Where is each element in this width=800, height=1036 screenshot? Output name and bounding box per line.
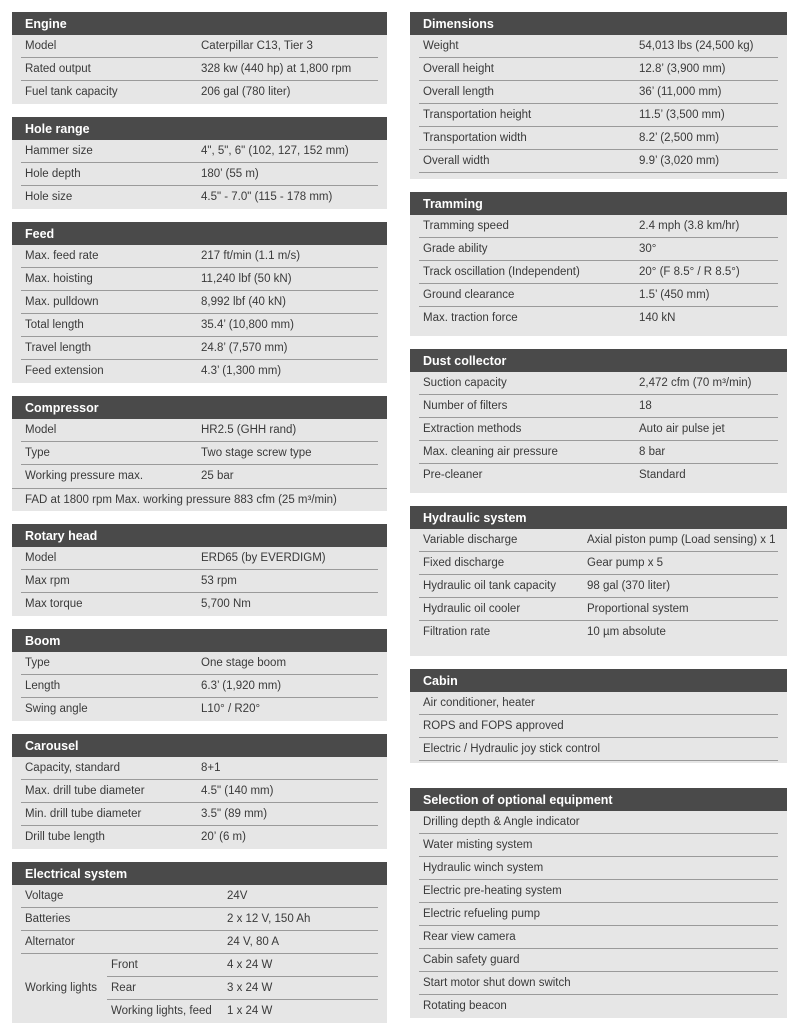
section-title: Selection of optional equipment	[410, 788, 787, 811]
item-text: Rotating beacon	[423, 1000, 507, 1012]
spec-label: Min. drill tube diameter	[25, 808, 142, 820]
item-text: Rear view camera	[423, 931, 516, 943]
list-item	[419, 995, 778, 1018]
spec-label: Model	[25, 552, 57, 564]
spec-row	[21, 908, 378, 931]
spec-value: 10 µm absolute	[587, 626, 666, 638]
spec-row	[419, 81, 778, 104]
spec-row	[21, 81, 378, 104]
list-item	[419, 880, 778, 903]
spec-value: 4.3’ (1,300 mm)	[201, 365, 282, 377]
spec-label: Tramming speed	[423, 220, 509, 232]
spec-label: Total length	[25, 319, 84, 331]
spec-row	[21, 465, 378, 488]
spec-label: Hole size	[25, 191, 73, 203]
spec-row	[419, 150, 778, 173]
spec-row	[21, 757, 378, 780]
feed-section	[12, 222, 387, 383]
item-text: Water misting system	[423, 839, 533, 851]
spec-label: Number of filters	[423, 400, 508, 412]
spec-label: Rated output	[25, 63, 91, 75]
spec-label: Swing angle	[25, 703, 88, 715]
spec-value: 98 gal (370 liter)	[587, 580, 671, 592]
list-item	[419, 834, 778, 857]
spec-row	[21, 163, 378, 186]
spec-label: Ground clearance	[423, 289, 515, 301]
spec-value: 8.2’ (2,500 mm)	[639, 132, 720, 144]
spec-row	[419, 395, 778, 418]
rotary-head-section	[12, 524, 387, 616]
list-item	[419, 692, 778, 715]
spec-value: 5,700 Nm	[201, 598, 251, 610]
spec-row	[21, 593, 378, 616]
spec-row	[419, 464, 778, 487]
spec-row	[419, 104, 778, 127]
spec-row	[21, 885, 378, 908]
spec-label: Overall height	[423, 63, 494, 75]
list-item	[419, 811, 778, 834]
spec-value: 20° (F 8.5° / R 8.5°)	[639, 266, 740, 278]
spec-label: Weight	[423, 40, 459, 52]
spec-value: 4", 5", 6" (102, 127, 152 mm)	[201, 145, 349, 157]
section-title: Compressor	[12, 396, 387, 419]
spec-label: Suction capacity	[423, 377, 507, 389]
spec-label: Type	[25, 657, 50, 669]
item-text: Drilling depth & Angle indicator	[423, 816, 580, 828]
carousel-section	[12, 734, 387, 849]
spec-value: 217 ft/min (1.1 m/s)	[201, 250, 301, 262]
spec-value: 12.8’ (3,900 mm)	[639, 63, 726, 75]
spec-value: 206 gal (780 liter)	[201, 86, 291, 98]
optional-equipment-section	[410, 788, 787, 1018]
spec-row	[419, 35, 778, 58]
spec-row	[21, 803, 378, 826]
section-title: Carousel	[12, 734, 387, 757]
spec-value: Auto air pulse jet	[639, 423, 725, 435]
spec-value: 24V	[227, 890, 248, 902]
spec-label: Max. pulldown	[25, 296, 99, 308]
section-title: Rotary head	[12, 524, 387, 547]
spec-label: Hammer size	[25, 145, 93, 157]
spec-value: Axial piston pump (Load sensing) x 1	[587, 534, 776, 546]
spec-label: Max. traction force	[423, 312, 518, 324]
spec-label: Max. feed rate	[25, 250, 99, 262]
section-title: Tramming	[410, 192, 787, 215]
section-title: Dust collector	[410, 349, 787, 372]
spec-value: 11.5’ (3,500 mm)	[639, 109, 725, 121]
list-item	[419, 972, 778, 995]
section-title: Dimensions	[410, 12, 787, 35]
spec-label: Voltage	[25, 890, 64, 902]
spec-row	[419, 58, 778, 81]
dimensions-section	[410, 12, 787, 179]
spec-value: HR2.5 (GHH rand)	[201, 424, 297, 436]
working-light-row	[107, 954, 378, 977]
spec-label: Model	[25, 424, 57, 436]
spec-label: Model	[25, 40, 57, 52]
section-title: Electrical system	[12, 862, 387, 885]
spec-row	[419, 598, 778, 621]
spec-label: Fuel tank capacity	[25, 86, 118, 98]
section-title: Hydraulic system	[410, 506, 787, 529]
spec-label: Hydraulic oil cooler	[423, 603, 521, 615]
spec-label: Type	[25, 447, 50, 459]
spec-value: ERD65 (by EVERDIGM)	[201, 552, 326, 564]
section-title: Feed	[12, 222, 387, 245]
spec-value: 8,992 lbf (40 kN)	[201, 296, 287, 308]
spec-row	[419, 284, 778, 307]
spec-row	[21, 360, 378, 383]
working-lights-group	[21, 954, 378, 1023]
spec-row	[419, 552, 778, 575]
spec-label: Hole depth	[25, 168, 81, 180]
spec-label: Track oscillation (Independent)	[423, 266, 580, 278]
spec-label: Max. hoisting	[25, 273, 93, 285]
spec-value: 3 x 24 W	[227, 982, 273, 994]
hydraulic-section	[410, 506, 787, 656]
dust-collector-section	[410, 349, 787, 493]
spec-row	[419, 441, 778, 464]
spec-row	[419, 529, 778, 552]
spec-label: Feed extension	[25, 365, 104, 377]
spec-label: Transportation height	[423, 109, 532, 121]
item-text: ROPS and FOPS approved	[423, 720, 564, 732]
spec-value: 4 x 24 W	[227, 959, 273, 971]
spec-value: 4.5" (140 mm)	[201, 785, 274, 797]
spec-value: 180’ (55 m)	[201, 168, 259, 180]
spec-label: Hydraulic oil tank capacity	[423, 580, 556, 592]
cabin-section	[410, 669, 787, 763]
spec-label: Overall length	[423, 86, 494, 98]
spec-value: 328 kw (440 hp) at 1,800 rpm	[201, 63, 352, 75]
spec-row	[21, 931, 378, 954]
spec-value: 4.5" - 7.0" (115 - 178 mm)	[201, 191, 333, 203]
section-title: Boom	[12, 629, 387, 652]
item-text: Electric pre-heating system	[423, 885, 562, 897]
spec-value: 11,240 lbf (50 kN)	[201, 273, 292, 285]
spec-value: 53 rpm	[201, 575, 237, 587]
working-light-row	[107, 977, 378, 1000]
spec-value: 1.5’ (450 mm)	[639, 289, 710, 301]
spec-row	[419, 372, 778, 395]
spec-value: 2.4 mph (3.8 km/hr)	[639, 220, 740, 232]
spec-value: 54,013 lbs (24,500 kg)	[639, 40, 754, 52]
spec-row	[21, 698, 378, 721]
item-text: Air conditioner, heater	[423, 697, 535, 709]
spec-row	[419, 307, 778, 330]
tramming-section	[410, 192, 787, 336]
fad-row	[12, 488, 387, 511]
section-title: Hole range	[12, 117, 387, 140]
spec-row	[21, 442, 378, 465]
spec-label: Travel length	[25, 342, 92, 354]
item-text: Hydraulic winch system	[423, 862, 544, 874]
list-item	[419, 715, 778, 738]
spec-label: Extraction methods	[423, 423, 522, 435]
spec-row	[21, 35, 378, 58]
spec-row	[21, 419, 378, 442]
section-title: Engine	[12, 12, 387, 35]
spec-label: Filtration rate	[423, 626, 491, 638]
spec-value: 36’ (11,000 mm)	[639, 86, 722, 98]
item-text: Electric / Hydraulic joy stick control	[423, 743, 601, 755]
spec-value: 30°	[639, 243, 657, 255]
spec-label: Max. drill tube diameter	[25, 785, 145, 797]
spec-value: Standard	[639, 469, 686, 481]
item-text: Cabin safety guard	[423, 954, 520, 966]
spec-row	[21, 675, 378, 698]
spec-row	[21, 140, 378, 163]
list-item	[419, 926, 778, 949]
spec-value: 20’ (6 m)	[201, 831, 246, 843]
spec-row	[21, 780, 378, 803]
item-text: Start motor shut down switch	[423, 977, 571, 989]
spec-row	[419, 215, 778, 238]
spec-value: 8+1	[201, 762, 221, 774]
spec-value: 8 bar	[639, 446, 666, 458]
spec-value: 2 x 12 V, 150 Ah	[227, 913, 311, 925]
spec-label: Variable discharge	[423, 534, 518, 546]
list-item	[419, 857, 778, 880]
spec-value: 18	[639, 400, 652, 412]
spec-row	[419, 238, 778, 261]
list-item	[419, 738, 778, 761]
spec-value: Proportional system	[587, 603, 689, 615]
engine-section	[12, 12, 387, 104]
spec-label: Max rpm	[25, 575, 70, 587]
section-title: Cabin	[410, 669, 787, 692]
list-item	[419, 949, 778, 972]
spec-label: Capacity, standard	[25, 762, 121, 774]
right-column	[410, 12, 787, 1031]
spec-label: Fixed discharge	[423, 557, 505, 569]
spec-label: Batteries	[25, 913, 71, 925]
spec-row	[21, 570, 378, 593]
spec-value: L10° / R20°	[201, 703, 261, 715]
left-column	[12, 12, 387, 1036]
spec-label: Max torque	[25, 598, 83, 610]
spec-row	[419, 418, 778, 441]
spec-label: Rear	[111, 982, 136, 994]
spec-label: Transportation width	[423, 132, 527, 144]
spec-value: 1 x 24 W	[227, 1005, 273, 1017]
working-light-row	[107, 1000, 378, 1023]
spec-value: 35.4’ (10,800 mm)	[201, 319, 294, 331]
spec-row	[419, 621, 778, 644]
spec-value: 6.3’ (1,920 mm)	[201, 680, 282, 692]
spec-row	[419, 127, 778, 150]
fad-text: FAD at 1800 rpm Max. working pressure 883 cfm (25 m³/min)	[25, 494, 337, 506]
electrical-section	[12, 862, 387, 1023]
spec-row	[21, 826, 378, 849]
spec-label: Max. cleaning air pressure	[423, 446, 558, 458]
spec-value: 3.5" (89 mm)	[201, 808, 268, 820]
spec-value: 25 bar	[201, 470, 234, 482]
spec-value: 9.9’ (3,020 mm)	[639, 155, 720, 167]
spec-value: Gear pump x 5	[587, 557, 664, 569]
spec-value: Two stage screw type	[201, 447, 312, 459]
item-text: Electric refueling pump	[423, 908, 540, 920]
spec-value: 24 V, 80 A	[227, 936, 280, 948]
working-lights-label: Working lights	[25, 982, 98, 994]
spec-row	[21, 245, 378, 268]
spec-value: 140 kN	[639, 312, 676, 324]
spec-value: 24.8’ (7,570 mm)	[201, 342, 288, 354]
spec-label: Front	[111, 959, 138, 971]
compressor-section	[12, 396, 387, 511]
spec-row	[21, 58, 378, 81]
spec-row	[21, 291, 378, 314]
spec-label: Overall width	[423, 155, 490, 167]
boom-section	[12, 629, 387, 721]
spec-label: Working lights, feed	[111, 1005, 212, 1017]
spec-row	[21, 652, 378, 675]
spec-value: One stage boom	[201, 657, 287, 669]
spec-row	[21, 337, 378, 360]
spec-label: Grade ability	[423, 243, 488, 255]
spec-label: Length	[25, 680, 61, 692]
spec-label: Drill tube length	[25, 831, 105, 843]
spec-row	[419, 261, 778, 284]
spec-row	[21, 186, 378, 209]
spec-row	[21, 547, 378, 570]
spec-label: Alternator	[25, 936, 75, 948]
spec-label: Working pressure max.	[25, 470, 144, 482]
spec-label: Pre-cleaner	[423, 469, 483, 481]
spec-value: 2,472 cfm (70 m³/min)	[639, 377, 752, 389]
spec-value: Caterpillar C13, Tier 3	[201, 40, 313, 52]
hole-range-section	[12, 117, 387, 209]
spec-row	[21, 268, 378, 291]
list-item	[419, 903, 778, 926]
spec-row	[419, 575, 778, 598]
spec-row	[21, 314, 378, 337]
